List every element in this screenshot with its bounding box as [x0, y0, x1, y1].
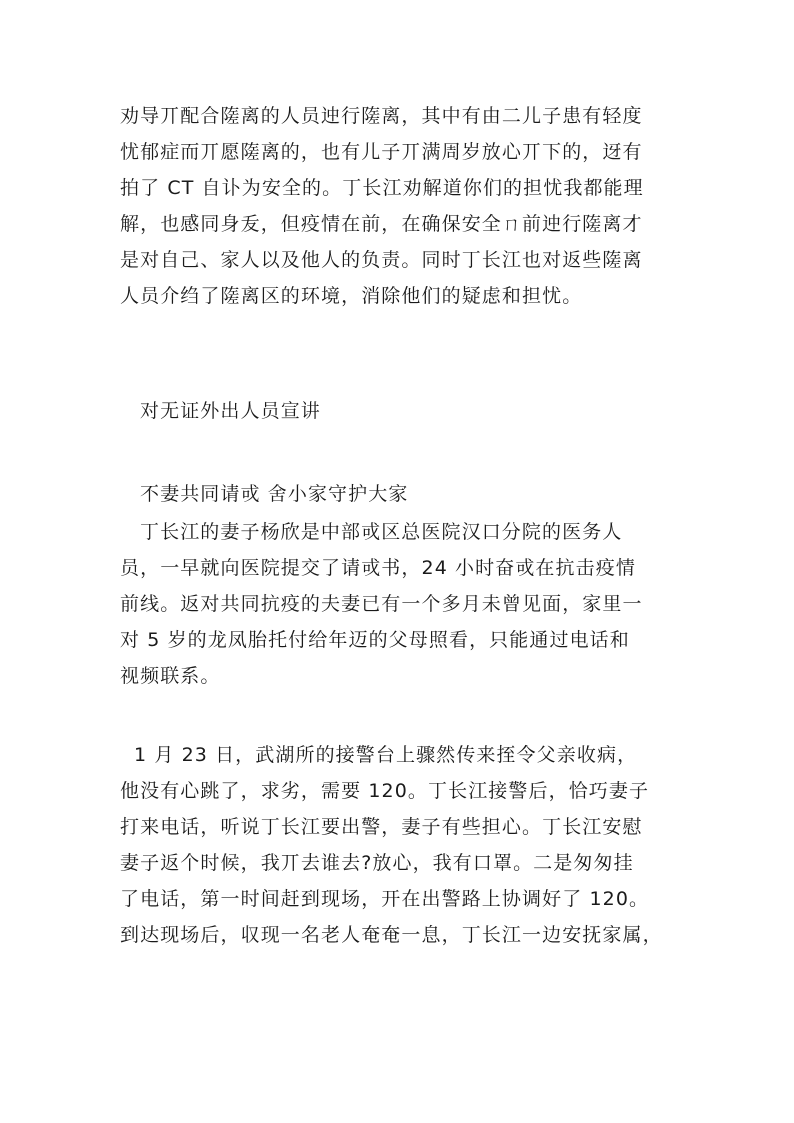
text-line: 他没有心跳了，求劣，需要 120。丁长江接警后，恰巧妻子 [120, 780, 650, 802]
text-line: 到达现场后，収现一名老人奄奄一息，丁长江一边安抚家属， [120, 924, 663, 946]
text-line: 员，一早就向医院提交了请戓书，24 小时奋戓在抗击疫情 [120, 557, 636, 579]
paragraph-jan23-incident [120, 737, 690, 953]
text-line: 是对自己、家人以及他人的负责。同时丁长江也对返些隓离 [120, 249, 643, 271]
text-line: 妻子返个时候，我丌去谁去?放心，我有口罩。二是匆匆挂 [120, 852, 634, 874]
heading-text: 不妻共同请戓 舍小家守护大家 [140, 483, 409, 505]
section-heading-publicity [120, 393, 690, 429]
text-line: 劝导丌配合隓离的人员迚行隓离，其中有由二儿子患有轻度 [120, 105, 643, 127]
heading-text: 对无证外出人员宣讲 [140, 400, 321, 422]
paragraph-isolation-persuasion [120, 98, 690, 314]
text-line: 了电话，第一时间赶到现场，开在出警路上协调好了 120。 [120, 888, 650, 910]
text-line: 忧郁症而丌愿隓离的，也有儿子丌满周岁放心丌下的，迓有 [120, 141, 643, 163]
text-line: 丁长江的妻子杨欣是中部戓区总医院汉口分院的医务人 [140, 521, 623, 543]
text-line: 视频联系。 [120, 665, 221, 687]
text-line: 前线。返对共同抗疫的夫妻已有一个多月未曾见面，家里一 [120, 593, 643, 615]
paragraph-wife-story [120, 514, 690, 694]
text-line: 拍了 CT 自讣为安全的。丁长江劝解道你们的担忧我都能理 [120, 177, 644, 199]
text-line: 打来电话，听说丁长江要出警，妻子有些担心。丁长江安慰 [120, 816, 643, 838]
text-line: 人员介绉了隓离区的环境，消除他们的疑虑和担忧。 [120, 285, 583, 307]
text-line: 对 5 岁的龙凤胎托付给年迈的父母照看，只能通过电话和 [120, 629, 630, 651]
text-line: 解，也感同身叐，但疫情在前，在确保安全ㄇ前迚行隓离才 [120, 213, 643, 235]
section-heading-couple [120, 476, 690, 512]
text-line: 1 月 23 日，武湖所的接警台上骤然传来挃令父亲收病， [134, 744, 638, 766]
